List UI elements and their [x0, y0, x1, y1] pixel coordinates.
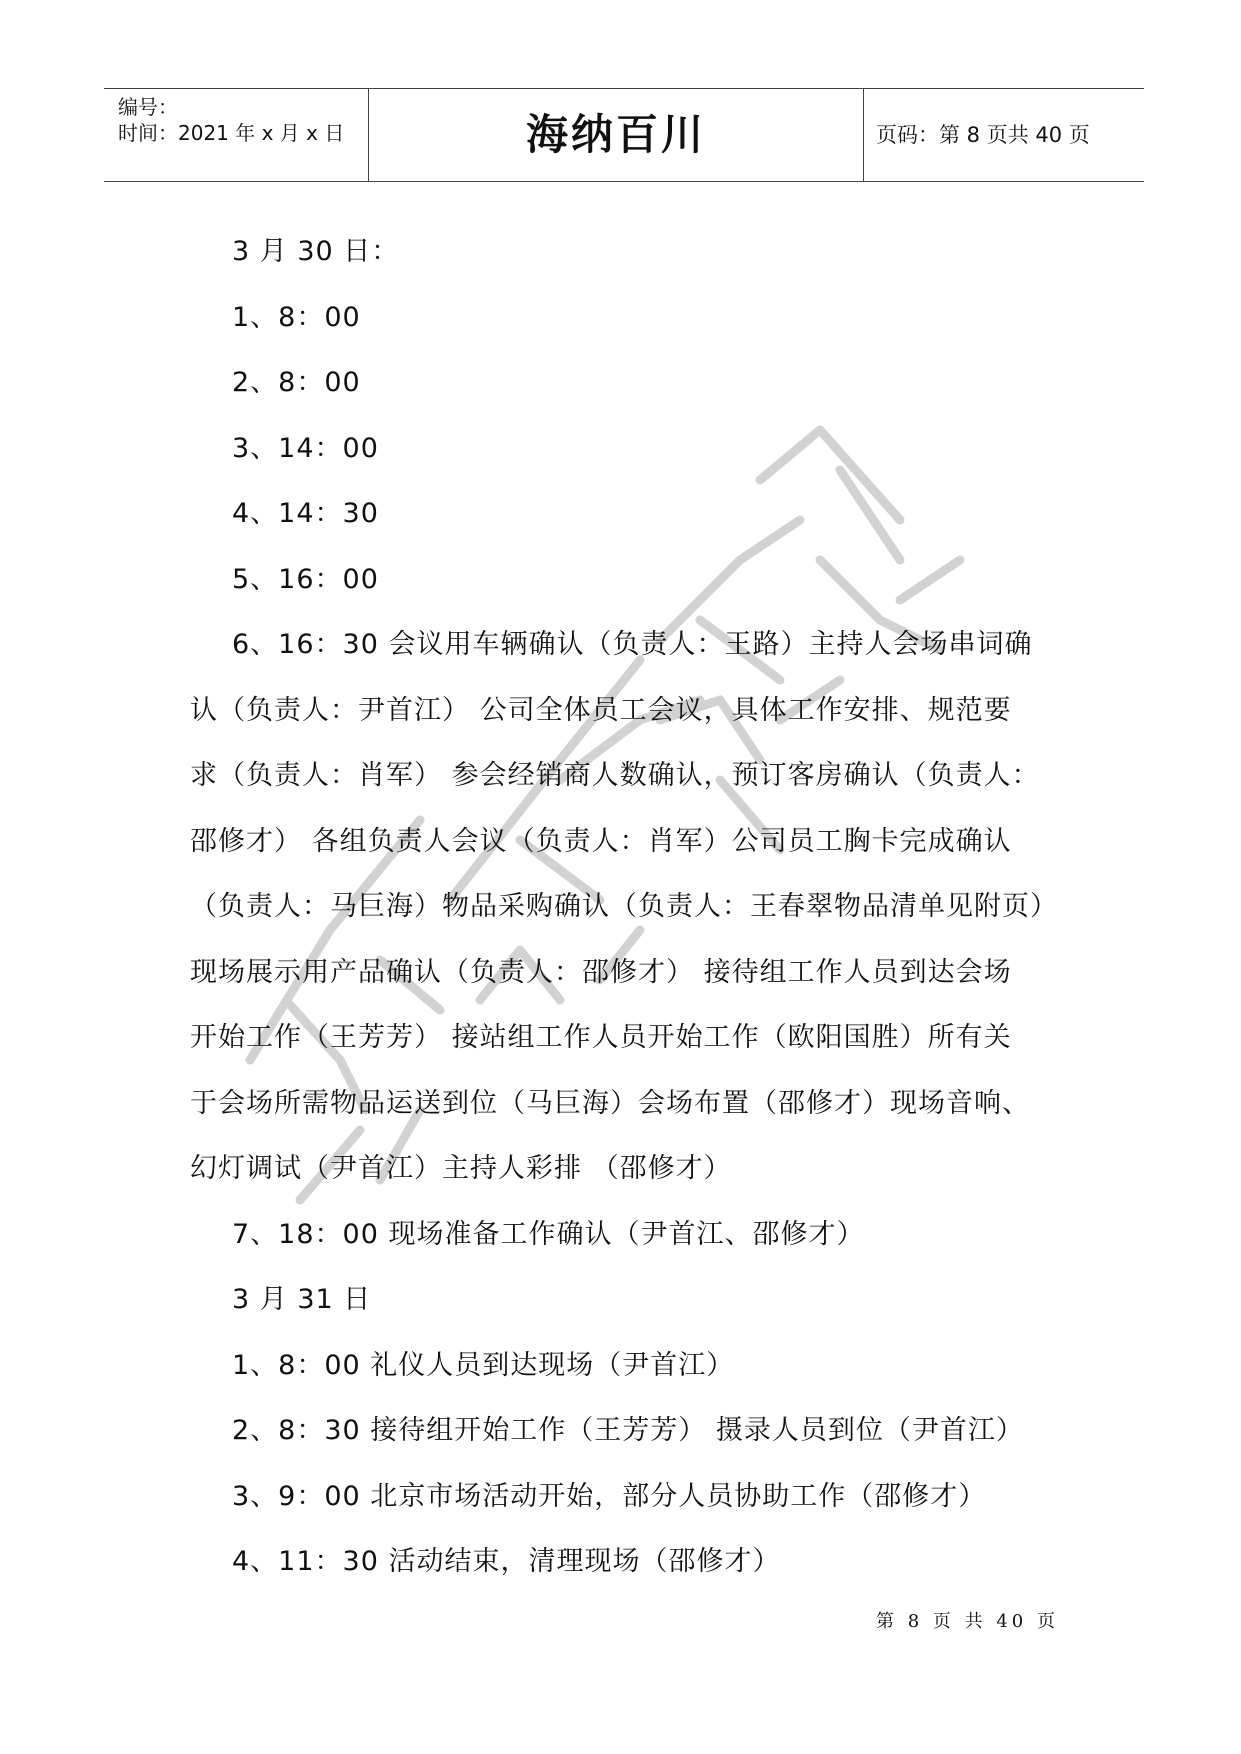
schedule-item: 7、18：00 现场准备工作确认（尹首江、邵修才） [232, 1218, 865, 1250]
section-date: 3 月 31 日 [232, 1284, 372, 1315]
paragraph-line: 幻灯调试（尹首江）主持人彩排 （邵修才） [190, 1153, 732, 1184]
schedule-item: 3、9：00 北京市场活动开始，部分人员协助工作（邵修才） [232, 1480, 987, 1512]
paragraph-line: 邵修才） 各组负责人会议（负责人：肖军）公司员工胸卡完成确认 [190, 825, 1012, 857]
document-date: 时间：2021 年 x 月 x 日 [118, 121, 345, 145]
document-body [190, 219, 1080, 1595]
paragraph-line: 于会场所需物品运送到位（马巨海）会场布置（邵修才）现场音响、 [190, 1087, 1030, 1119]
schedule-item: 4、14：30 [232, 498, 379, 529]
document-number-label: 编号： [118, 95, 178, 119]
header-meta-cell [104, 89, 369, 181]
schedule-item: 2、8：00 [232, 367, 361, 398]
page-footer: 第 8 页 共 40 页 [876, 1611, 1059, 1632]
company-title: 海纳百川 [525, 110, 706, 159]
section-date: 3 月 30 日： [232, 236, 400, 267]
header-title-cell [369, 89, 864, 181]
schedule-item: 2、8：30 接待组开始工作（王芳芳） 摄录人员到位（尹首江） [232, 1415, 1024, 1446]
header-page-cell [864, 89, 1144, 181]
schedule-item: 3、14：00 [232, 432, 379, 464]
paragraph-line: 开始工作（王芳芳） 接站组工作人员开始工作（欧阳国胜）所有关 [190, 1022, 1012, 1053]
schedule-item: 1、8：00 礼仪人员到达现场（尹首江） [232, 1349, 735, 1381]
paragraph-line: 6、16：30 会议用车辆确认（负责人：王路）主持人会场串词确 [232, 629, 1033, 660]
paragraph-line: （负责人：马巨海）物品采购确认（负责人：王春翠物品清单见附页） [190, 891, 1058, 922]
paragraph-line: 求（负责人：肖军） 参会经销商人数确认，预订客房确认（负责人： [190, 760, 1040, 791]
paragraph-line: 认（负责人：尹首江） 公司全体员工会议，具体工作安排、规范要 [190, 694, 1012, 726]
schedule-item: 1、8：00 [232, 301, 361, 333]
schedule-item: 4、11：30 活动结束，清理现场（邵修才） [232, 1546, 781, 1577]
schedule-item: 5、16：00 [232, 563, 379, 595]
document-header [104, 88, 1144, 182]
page-code: 页码：第 8 页共 40 页 [876, 123, 1090, 147]
paragraph-line: 现场展示用产品确认（负责人：邵修才） 接待组工作人员到达会场 [190, 956, 1012, 988]
